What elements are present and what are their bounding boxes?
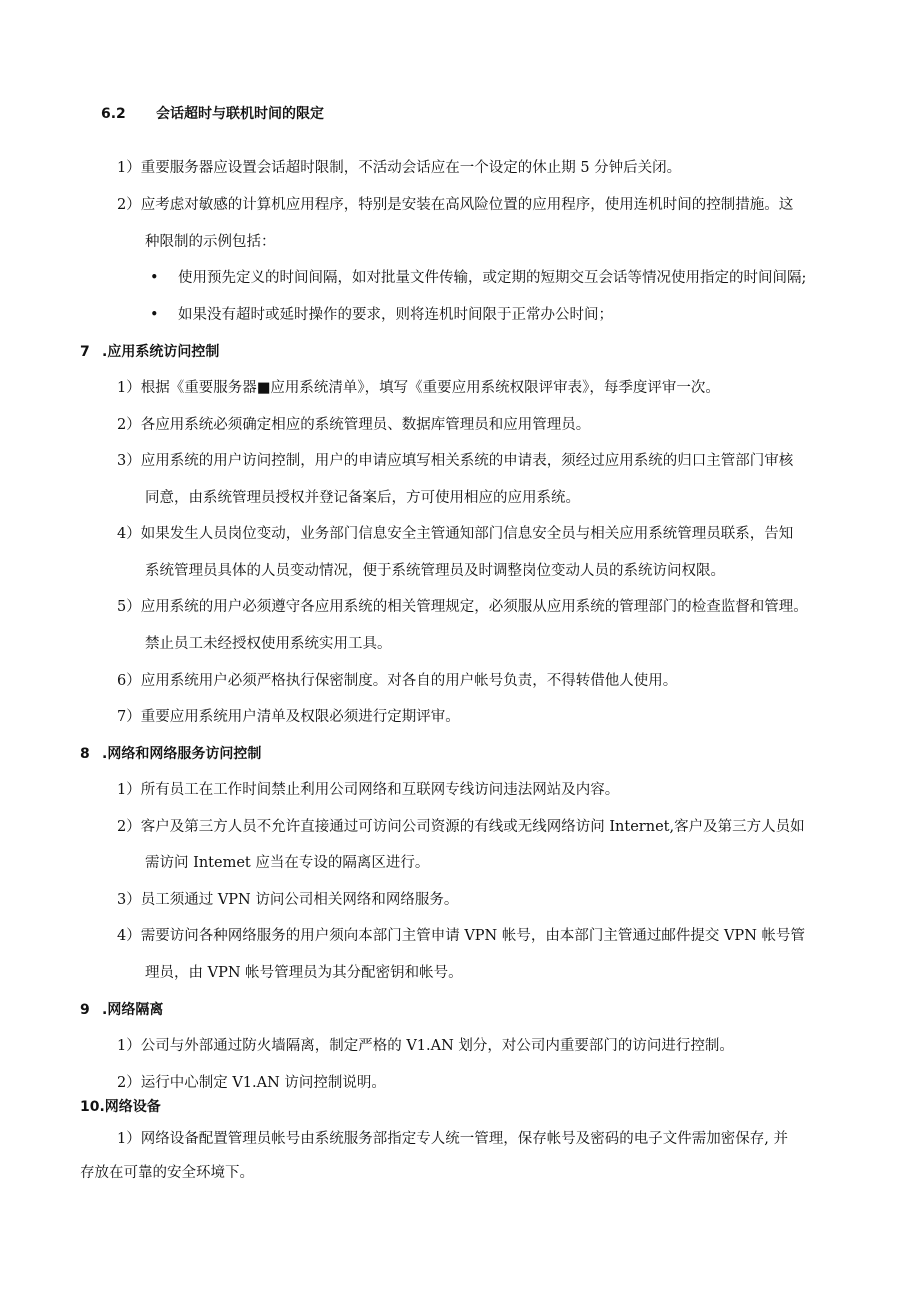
section-9-title: .网络隔离 [102, 1002, 164, 1018]
paragraph-line: 需访问 Intemet 应当在专设的隔离区进行。 [145, 855, 430, 871]
paragraph-line: 6）应用系统用户必须严格执行保密制度。对各自的用户帐号负责，不得转借他人使用。 [117, 673, 678, 689]
paragraph-line: 2）运行中心制定 V1.AN 访问控制说明。 [117, 1075, 386, 1091]
section-8-title: .网络和网络服务访问控制 [102, 746, 262, 762]
paragraph-line: 3）应用系统的用户访问控制，用户的申请应填写相关系统的申请表，须经过应用系统的归口主管部门审核 [117, 453, 794, 469]
section-7-number: 7 [80, 344, 90, 360]
paragraph-line: 5）应用系统的用户必须遵守各应用系统的相关管理规定，必须服从应用系统的管理部门的检查监督和管理。 [117, 599, 808, 615]
bullet-text: 使用预先定义的时间间隔，如对批量文件传输，或定期的短期交互会话等情况使用指定的时间间隔; [178, 270, 807, 286]
paragraph-line: 2）客户及第三方人员不允许直接通过可访问公司资源的有线或无线网络访问 Internet,客户及第三方人员如 [117, 819, 805, 835]
paragraph-line: 禁止员工未经授权使用系统实用工具。 [145, 636, 392, 652]
section-9-number: 9 [80, 1002, 90, 1018]
paragraph-line: 4）需要访问各种网络服务的用户须向本部门主管申请 VPN 帐号，由本部门主管通过邮件提交 VPN 帐号管 [117, 928, 805, 944]
section-6-2-title: 会话超时与联机时间的限定 [156, 106, 324, 122]
section-8-number: 8 [80, 746, 90, 762]
paragraph-line: 2）应考虑对敏感的计算机应用程序，特别是安装在高风险位置的应用程序，使用连机时间的控制措施。这 [117, 197, 794, 213]
paragraph-line: 种限制的示例包括： [145, 234, 276, 250]
bullet-dot: • [150, 270, 159, 286]
paragraph-line: 同意，由系统管理员授权并登记备案后，方可使用相应的应用系统。 [145, 490, 580, 506]
paragraph-line: 理员，由 VPN 帐号管理员为其分配密钥和帐号。 [145, 965, 463, 981]
bullet-text: 如果没有超时或延时操作的要求，则将连机时间限于正常办公时间； [178, 307, 613, 323]
section-6-2-number: 6.2 [101, 106, 126, 122]
paragraph-line: 1）重要服务器应设置会话超时限制，不活动会话应在一个设定的休止期 5 分钟后关闭。 [117, 160, 682, 176]
section-7-title: .应用系统访问控制 [102, 344, 220, 360]
section-10-title: 10.网络设备 [80, 1099, 161, 1115]
paragraph-line: 4）如果发生人员岗位变动，业务部门信息安全主管通知部门信息安全员与相关应用系统管理员联系，告知 [117, 526, 794, 542]
paragraph-line: 2）各应用系统必须确定相应的系统管理员、数据库管理员和应用管理员。 [117, 417, 591, 433]
paragraph-line: 1）公司与外部通过防火墙隔离，制定严格的 V1.AN 划分，对公司内重要部门的访问进行控制。 [117, 1038, 734, 1054]
paragraph-line: 1）所有员工在工作时间禁止利用公司网络和互联网专线访问违法网站及内容。 [117, 782, 620, 798]
paragraph-line: 3）员工须通过 VPN 访问公司相关网络和网络服务。 [117, 892, 459, 908]
paragraph-line: 存放在可靠的安全环境下。 [80, 1165, 254, 1181]
bullet-dot: • [150, 307, 159, 323]
paragraph-line: 1）网络设备配置管理员帐号由系统服务部指定专人统一管理，保存帐号及密码的电子文件需加密保存, 并 [117, 1131, 788, 1147]
paragraph-line: 7）重要应用系统用户清单及权限必须进行定期评审。 [117, 709, 460, 725]
paragraph-line: 系统管理员具体的人员变动情况，便于系统管理员及时调整岗位变动人员的系统访问权限。 [145, 563, 725, 579]
paragraph-line: 1）根据《重要服务器■应用系统清单》，填写《重要应用系统权限评审表》，每季度评审一次。 [117, 380, 720, 396]
